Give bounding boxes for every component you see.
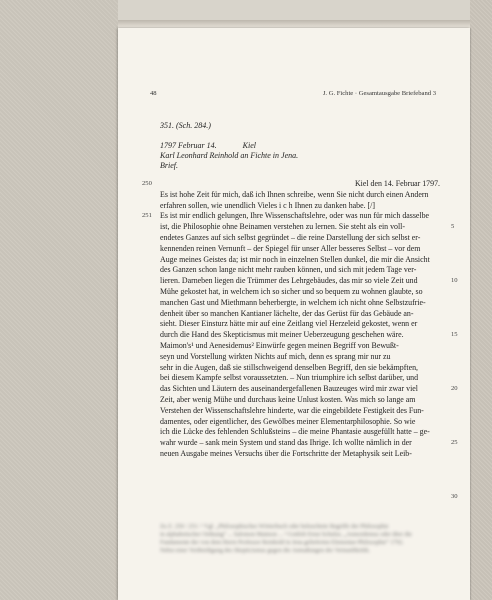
body-line: neuen Ausgabe meines Versuchs über die Fortschritte der Metaphysik seit Leib- [160,448,412,458]
footnote-line: in alphabetischer Ordnung“ ... Salomon Maimon ... ² Gottlob Ernst Schulze, „Aenesidemus oder über die [160,532,412,538]
body-line: denheit über so manchen Kantianer lächelte, der das Gerüst für das Gebäude an- [160,308,414,318]
body-line: ist, die Philosophie ohne Beinamen verstehen zu lernen. Sie steht als ein voll- [160,222,405,232]
body-line: erfahren sollen, wie unendlich Vieles i c h Ihnen zu danken habe. [/] [160,200,375,210]
book-binding-left [0,0,118,600]
running-title: J. G. Fichte · Gesamtausgabe Briefeband 3 [322,90,436,97]
letter-type: Brief. [160,161,178,170]
body-line: bei diesem Kampfe selbst voraussetzten. – Nun triumphire ich selbst darüber, und [160,373,419,383]
body-line: Es ist hohe Zeit für mich, daß ich Ihnen schreibe, wenn Sie nicht durch einen Andern [160,189,429,199]
line-number: 30 [451,493,458,500]
line-number: 20 [451,385,458,392]
body-line: sieht. Dieser Einsturz hätte mir auf eine Zeitlang viel Herzeleid gekostet, wenn er [160,319,418,329]
letter-number: 351. (Sch. 284.) [160,121,211,130]
body-line: Zeit, aber wenig Mühe und durchaus keine Unlust kosten. Was mich so lange am [160,394,416,404]
body-line: durch die Hand des Skepticismus mit meiner Ueberzeugung geschehen wäre. [160,330,404,340]
line-number: 5 [451,223,455,230]
body-line: wahr wurde – sank mein System und stand das Ihrige. Ich wollte nämlich in der [160,438,412,448]
body-line: das Sichten und Läutern des auseinandergefallenen Bauzeuges wird mir zwar viel [160,384,418,394]
body-line: Kiel den 14. Februar 1797. [354,179,440,188]
line-number: 10 [451,277,458,284]
footnote-line: Nebst einer Vertheidigung des Skepticismus gegen die Anmaßungen der Vernunftkritik. [160,548,371,554]
body-line: Es ist mir endlich gelungen, Ihre Wissenschaftslehre, oder was nun für mich dasselbe [160,211,430,221]
line-number: 25 [451,439,458,446]
body-line: Maimon's¹ und Aenesidemus² Einwürfe gegen meinen Begriff von Bewußt- [160,340,399,350]
letter-description: Karl Leonhard Reinhold an Fichte in Jena. [160,151,299,160]
footnote-line: Fundamente der von dem Herrn Professor Reinhold in Jena gelieferten Elementar-Philosophie“ 1792. [160,540,404,546]
body-line: Verstehen der Wissenschaftslehre hinderte, war die eingebildete Festigkeit des Fun- [160,405,424,415]
book-binding-right [470,0,492,600]
line-number: 15 [451,331,458,338]
letter-date-line [160,141,256,151]
letter-place: Kiel [242,141,257,150]
body-line: ich die Lücke des fehlenden Schlußsteins – die meine Phantasie ausgefüllt hatte – ge- [160,427,430,437]
body-line: kennenden reinen Vernunft – der Spiegel für unser Aller besseres Selbst – vor dem [160,243,421,253]
letter-date: 1797 Februar 14. [160,141,217,150]
body-line: manchen Gast und Miethmann beherbergte, in welchem ich nicht ohne Selbstzufrie- [160,297,426,307]
body-line: endetes Ganzes auf sich selbst gegründet – die reine Darstellung der sich selbst er- [160,232,421,242]
body-line: Mühe gekostet hat, in welchem ich so sicher und so bequem zu wohnen glaubte, so [160,286,423,296]
body-line: seyn und Vorstellung wirkten Nichts auf mich, denn es sprang mir nur zu [160,351,391,361]
body-line: lieren. Darneben liegen die Trümmer des Lehrgebäudes, das mir so viele Zeit und [160,276,418,286]
body-line: sehr in die Augen, daß sie stillschweigend denselben Begriff, den sie bekämpften, [160,362,418,372]
margin-number-left: 251 [142,212,152,219]
page-top-edge [118,20,470,28]
page-number: 48 [150,90,157,97]
letter-body [160,179,440,460]
footnotes [160,523,440,555]
body-line: damentes, oder eigentlicher, des Gewölbes meiner Elementarphilosophie. So wie [160,416,416,426]
body-line: Auge meines Geistes da; ist mir noch in einzelnen Stellen dunkel, die mir die Ansicht [160,254,430,264]
body-line: des Ganzen schon lange nicht mehr rauben können, und sich mit jedem Tage ver- [160,265,417,275]
margin-number-left: 250 [142,180,152,187]
footnote-line: Zu Z. 250 / 251: ¹ Vgl. „Philosophisches Wörterbuch oder beleuchtete Begriffe der Philosophie [160,524,389,530]
